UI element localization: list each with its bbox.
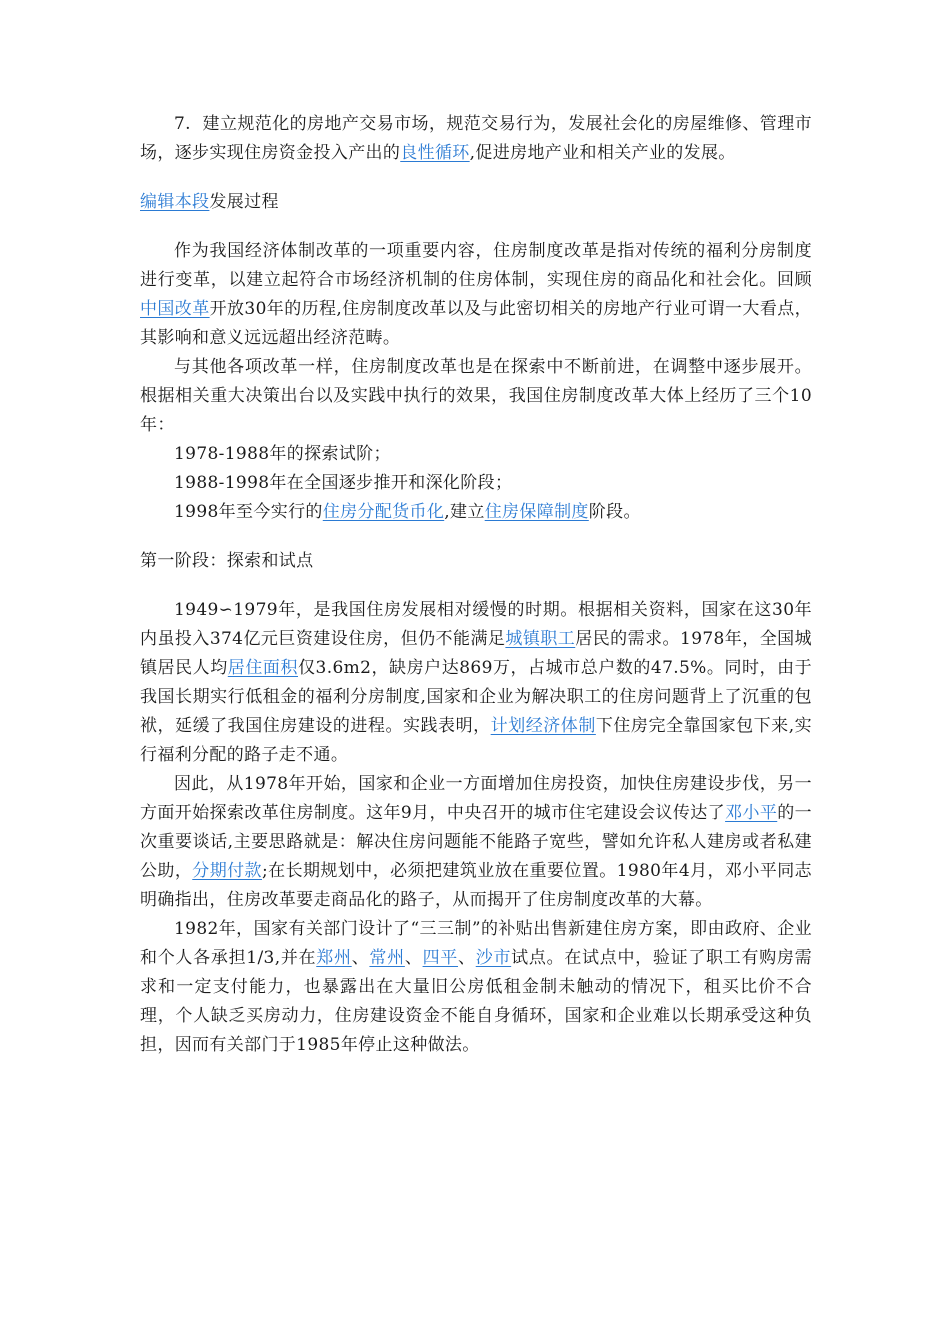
section-title: 发展过程 [209,192,279,212]
paragraph-text: 试点。在试点中，验证了职工有购房需求和一定支付能力，也暴露出在大量旧公房低租金制未触动的情况下，租买比价不合理，个人缺乏买房动力，住房建设资金不能自身循环，国家和企业难以长期承受这种负担，因而有关部门于1985年停止这种做法。 [140,948,812,1055]
paragraph-intro [140,237,812,353]
link-zhengzhou[interactable]: 郑州 [316,948,352,968]
link-living-area[interactable]: 居住面积 [227,658,298,678]
paragraph-text: 1982年，国家有关部门设计了“三三制”的补贴出售新建住房方案，即由政府、企业和个人各承担1/3,并在 [140,919,812,968]
link-housing-security-system[interactable]: 住房保障制度 [484,502,589,522]
paragraph-item-7 [140,110,812,168]
link-deng-xiaoping[interactable]: 邓小平 [725,803,778,823]
link-planned-economy[interactable]: 计划经济体制 [490,716,596,736]
phase-text: ,建立 [444,502,485,522]
paragraph-text: 7. 建立规范化的房地产交易市场，规范交易行为，发展社会化的房屋维修、管理市场，逐步实现住房资金投入产出的 [140,114,812,163]
paragraph-text: 开放30年的历程,住房制度改革以及与此密切相关的房地产行业可谓一大看点，其影响和意义远远超出经济范畴。 [140,299,812,348]
phase-text: 阶段。 [588,502,641,522]
link-changzhou[interactable]: 常州 [369,948,405,968]
paragraph-text: 居民的需求。1978年，全国城镇居民人均 [140,629,812,678]
paragraph-text: 作为我国经济体制改革的一项重要内容，住房制度改革是指对传统的福利分房制度进行变革，以建立起符合市场经济机制的住房体制，实现住房的商品化和社会化。回顾 [140,241,812,290]
paragraph-text: 1949∽1979年，是我国住房发展相对缓慢的时期。根据相关资料，国家在这30年内虽投入374亿元巨资建设住房，但仍不能满足 [140,600,812,649]
document-page [140,110,812,1060]
separator: 、 [351,948,370,968]
link-siping[interactable]: 四平 [422,948,459,968]
edit-section-link[interactable]: 编辑本段 [140,192,210,212]
phase-item-1: 1978-1988年的探索试阶； [174,444,391,464]
paragraph-text: 的一次重要谈话,主要思路就是：解决住房问题能不能路子宽些，譬如允许私人建房或者私建公助， [140,803,812,881]
link-housing-monetization[interactable]: 住房分配货币化 [322,502,445,522]
paragraph-text: 仅3.6m2，缺房户达869万，占城市总户数的47.5%。同时，由于我国长期实行低租金的福利分房制度,国家和企业为解决职工的住房问题背上了沉重的包袱，延缓了我国住房建设的进程。实践表明， [140,658,813,736]
paragraph-text: ;在长期规划中，必须把建筑业放在重要位置。1980年4月，邓小平同志明确指出，住房改革要走商品化的路子，从而揭开了住房制度改革的大幕。 [140,861,812,910]
paragraph-1978-start [140,770,812,915]
paragraph-text: 下住房完全靠国家包下来,实行福利分配的路子走不通。 [140,716,812,765]
phase-text: 1998年至今实行的 [174,502,323,522]
phase-item-3 [140,498,812,527]
link-urban-workers[interactable]: 城镇职工 [505,629,576,649]
stage-heading: 第一阶段：探索和试点 [140,551,314,571]
paragraph-text: ,促进房地产业和相关产业的发展。 [469,143,736,163]
paragraph-1949-1979 [140,596,812,770]
link-shashi[interactable]: 沙市 [475,948,512,968]
separator: 、 [404,948,423,968]
paragraph-1982-pilot [140,915,812,1060]
link-virtuous-cycle[interactable]: 良性循环 [400,143,470,163]
link-installment-payment[interactable]: 分期付款 [192,861,262,881]
paragraph-three-decades: 与其他各项改革一样，住房制度改革也是在探索中不断前进，在调整中逐步展开。根据相关重大决策出台以及实践中执行的效果，我国住房制度改革大体上经历了三个10年： [140,357,812,435]
separator: 、 [458,948,476,968]
paragraph-text: 因此，从1978年开始，国家和企业一方面增加住房投资，加快住房建设步伐，另一方面开始探索改革住房制度。这年9月，中央召开的城市住宅建设会议传达了 [140,774,812,823]
link-china-reform[interactable]: 中国改革 [140,299,210,319]
phase-item-2: 1988-1998年在全国逐步推开和深化阶段； [174,473,513,493]
section-heading [140,188,812,217]
